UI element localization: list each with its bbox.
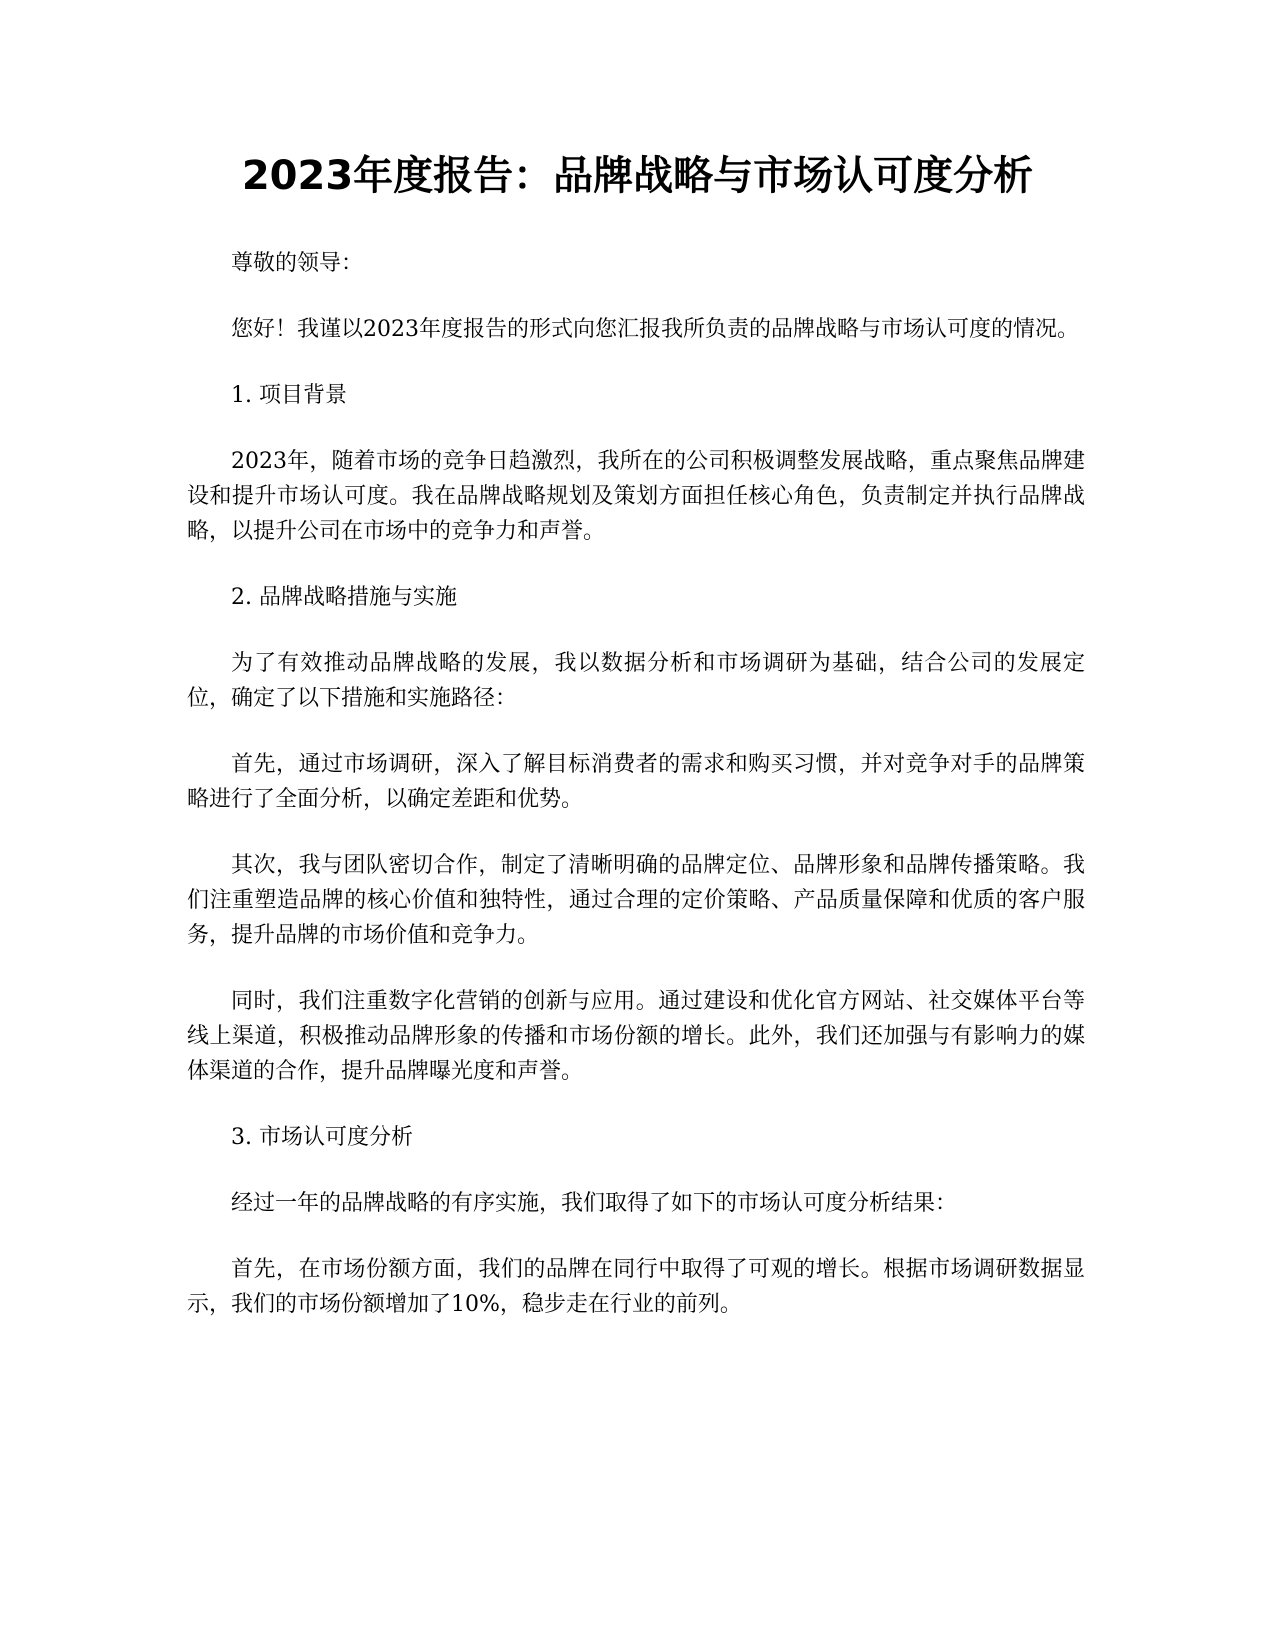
salutation: 尊敬的领导： <box>231 251 364 276</box>
document-body <box>187 246 1085 1353</box>
measures-second-paragraph: 其次，我与团队密切合作，制定了清晰明确的品牌定位、品牌形象和品牌传播策略。我们注重塑造品牌的核心价值和独特性，通过合理的定价策略、产品质量保障和优质的客户服务，提升品牌的市场价值和竞争力。 <box>187 853 1085 948</box>
background-paragraph: 2023年，随着市场的竞争日趋激烈，我所在的公司积极调整发展战略，重点聚焦品牌建设和提升市场认可度。我在品牌战略规划及策划方面担任核心角色，负责制定并执行品牌战略，以提升公司在市场中的竞争力和声誉。 <box>187 449 1085 544</box>
measures-third-paragraph: 同时，我们注重数字化营销的创新与应用。通过建设和优化官方网站、社交媒体平台等线上渠道，积极推动品牌形象的传播和市场份额的增长。此外，我们还加强与有影响力的媒体渠道的合作，提升品牌曝光度和声誉。 <box>187 989 1085 1084</box>
intro-paragraph: 您好！我谨以2023年度报告的形式向您汇报我所负责的品牌战略与市场认可度的情况。 <box>231 317 1079 342</box>
measures-first-paragraph: 首先，通过市场调研，深入了解目标消费者的需求和购买习惯，并对竞争对手的品牌策略进行了全面分析，以确定差距和优势。 <box>187 752 1085 812</box>
measures-paragraph: 为了有效推动品牌战略的发展，我以数据分析和市场调研为基础，结合公司的发展定位，确定了以下措施和实施路径： <box>187 651 1085 711</box>
document-title: 2023年度报告：品牌战略与市场认可度分析 <box>241 153 1034 199</box>
recognition-intro-paragraph: 经过一年的品牌战略的有序实施，我们取得了如下的市场认可度分析结果： <box>231 1191 958 1216</box>
section-heading-recognition: 3. 市场认可度分析 <box>231 1125 413 1150</box>
section-heading-background: 1. 项目背景 <box>231 383 347 408</box>
recognition-first-paragraph: 首先，在市场份额方面，我们的品牌在同行中取得了可观的增长。根据市场调研数据显示，我们的市场份额增加了10%，稳步走在行业的前列。 <box>187 1257 1085 1317</box>
section-heading-measures: 2. 品牌战略措施与实施 <box>231 585 457 610</box>
